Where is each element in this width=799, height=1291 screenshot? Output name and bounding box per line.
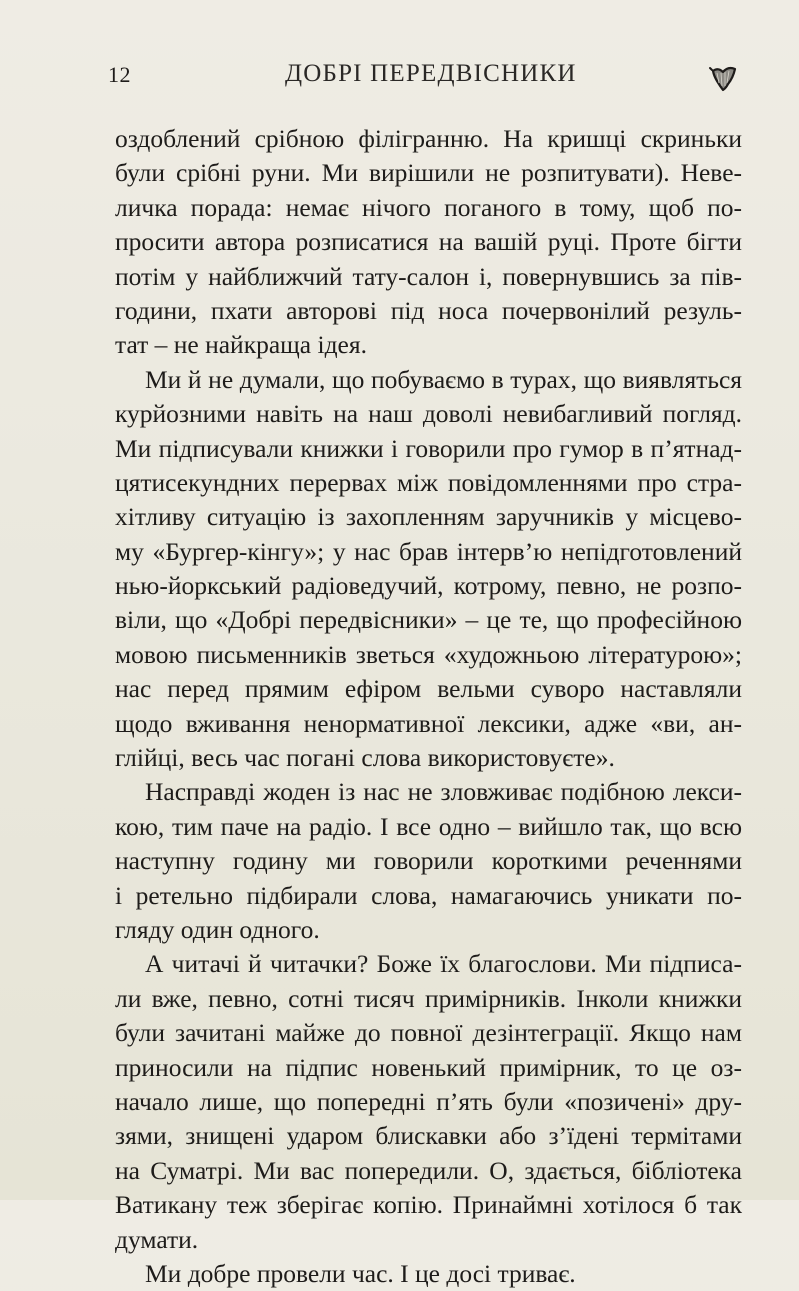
text-line: зями, знищені ударом блискавки або з’їдені термітами bbox=[115, 1121, 742, 1151]
running-head-title: ДОБРІ ПЕРЕДВІСНИКИ bbox=[285, 60, 577, 87]
text-line: були срібні руни. Ми вирішили не розпитувати). Неве- bbox=[115, 158, 742, 188]
text-line: просити автора розписатися на вашій руці. Проте бігти bbox=[115, 227, 742, 257]
text-line: щодо вживання ненормативної лексики, адже «ви, ан- bbox=[115, 708, 742, 738]
text-line: му «Бургер-кінгу»; у нас брав інтерв’ю непідготовлений bbox=[115, 536, 742, 566]
text-line: віли, що «Добрі передвісники» – це те, що професійною bbox=[115, 605, 742, 635]
paragraph-start-line: А читачі й читачки? Боже їх благослови. Ми підписа- bbox=[145, 949, 742, 979]
text-line: тат – не найкраща ідея. bbox=[115, 330, 367, 360]
harp-icon bbox=[706, 62, 740, 92]
text-line: курйозними навіть на наш доволі невибагливий погляд. bbox=[115, 399, 742, 429]
text-line: мовою письменників зветься «художньою літературою»; bbox=[115, 639, 742, 669]
text-line: нас перед прямим ефіром вельми суворо наставляли bbox=[115, 674, 742, 704]
text-line: ли вже, певно, сотні тисяч примірників. Інколи книжки bbox=[115, 983, 742, 1013]
text-line: хітливу ситуацію із захопленням заручників у місцево- bbox=[115, 502, 742, 532]
text-line: на Суматрі. Ми вас попередили. О, здається, бібліотека bbox=[115, 1155, 742, 1185]
text-line: були зачитані майже до повної дезінтеграції. Якщо нам bbox=[115, 1018, 742, 1048]
running-head bbox=[100, 60, 750, 100]
text-line: глійці, весь час погані слова використовуєте». bbox=[115, 743, 615, 773]
text-line: Ватикану теж зберігає копію. Принаймні хотілося б так bbox=[115, 1190, 742, 1220]
text-line: і ретельно підбирали слова, намагаючись уникати по- bbox=[115, 880, 742, 910]
body-text bbox=[115, 122, 742, 1291]
text-line: нью-йоркський радіоведучий, котрому, певно, не розпо- bbox=[115, 571, 742, 601]
text-line: оздоблений срібною філігранню. На кришці скриньки bbox=[115, 124, 742, 153]
text-line: години, пхати авторові під носа почервонілий резуль- bbox=[115, 295, 742, 325]
text-line: цятисекундних перервах між повідомленнями про стра- bbox=[115, 467, 742, 497]
paragraph-start-line: Насправді жоден із нас не зловживає подібною лекси- bbox=[145, 777, 742, 807]
text-line: наступну годину ми говорили короткими реченнями bbox=[115, 846, 742, 876]
text-line: думати. bbox=[115, 1224, 199, 1254]
text-line: гляду один одного. bbox=[115, 914, 320, 944]
text-line: кою, тим паче на радіо. І все одно – вийшло так, що всю bbox=[115, 811, 742, 841]
text-line: личка порада: немає нічого поганого в тому, щоб по- bbox=[115, 192, 742, 222]
text-line: приносили на підпис новенький примірник, то це оз- bbox=[115, 1052, 742, 1082]
text-line: потім у найближчий тату-салон і, повернувшись за пів- bbox=[115, 261, 742, 291]
page-number: 12 bbox=[108, 62, 131, 87]
text-line: начало лише, що попередні п’ять були «позичені» дру- bbox=[115, 1086, 742, 1116]
paragraph-start-line: Ми й не думали, що побуваємо в турах, що виявляться bbox=[145, 364, 742, 394]
paragraph-start-line: Ми добре провели час. І це досі триває. bbox=[145, 1258, 576, 1288]
text-line: Ми підписували книжки і говорили про гумор в п’ятнад- bbox=[115, 433, 742, 463]
